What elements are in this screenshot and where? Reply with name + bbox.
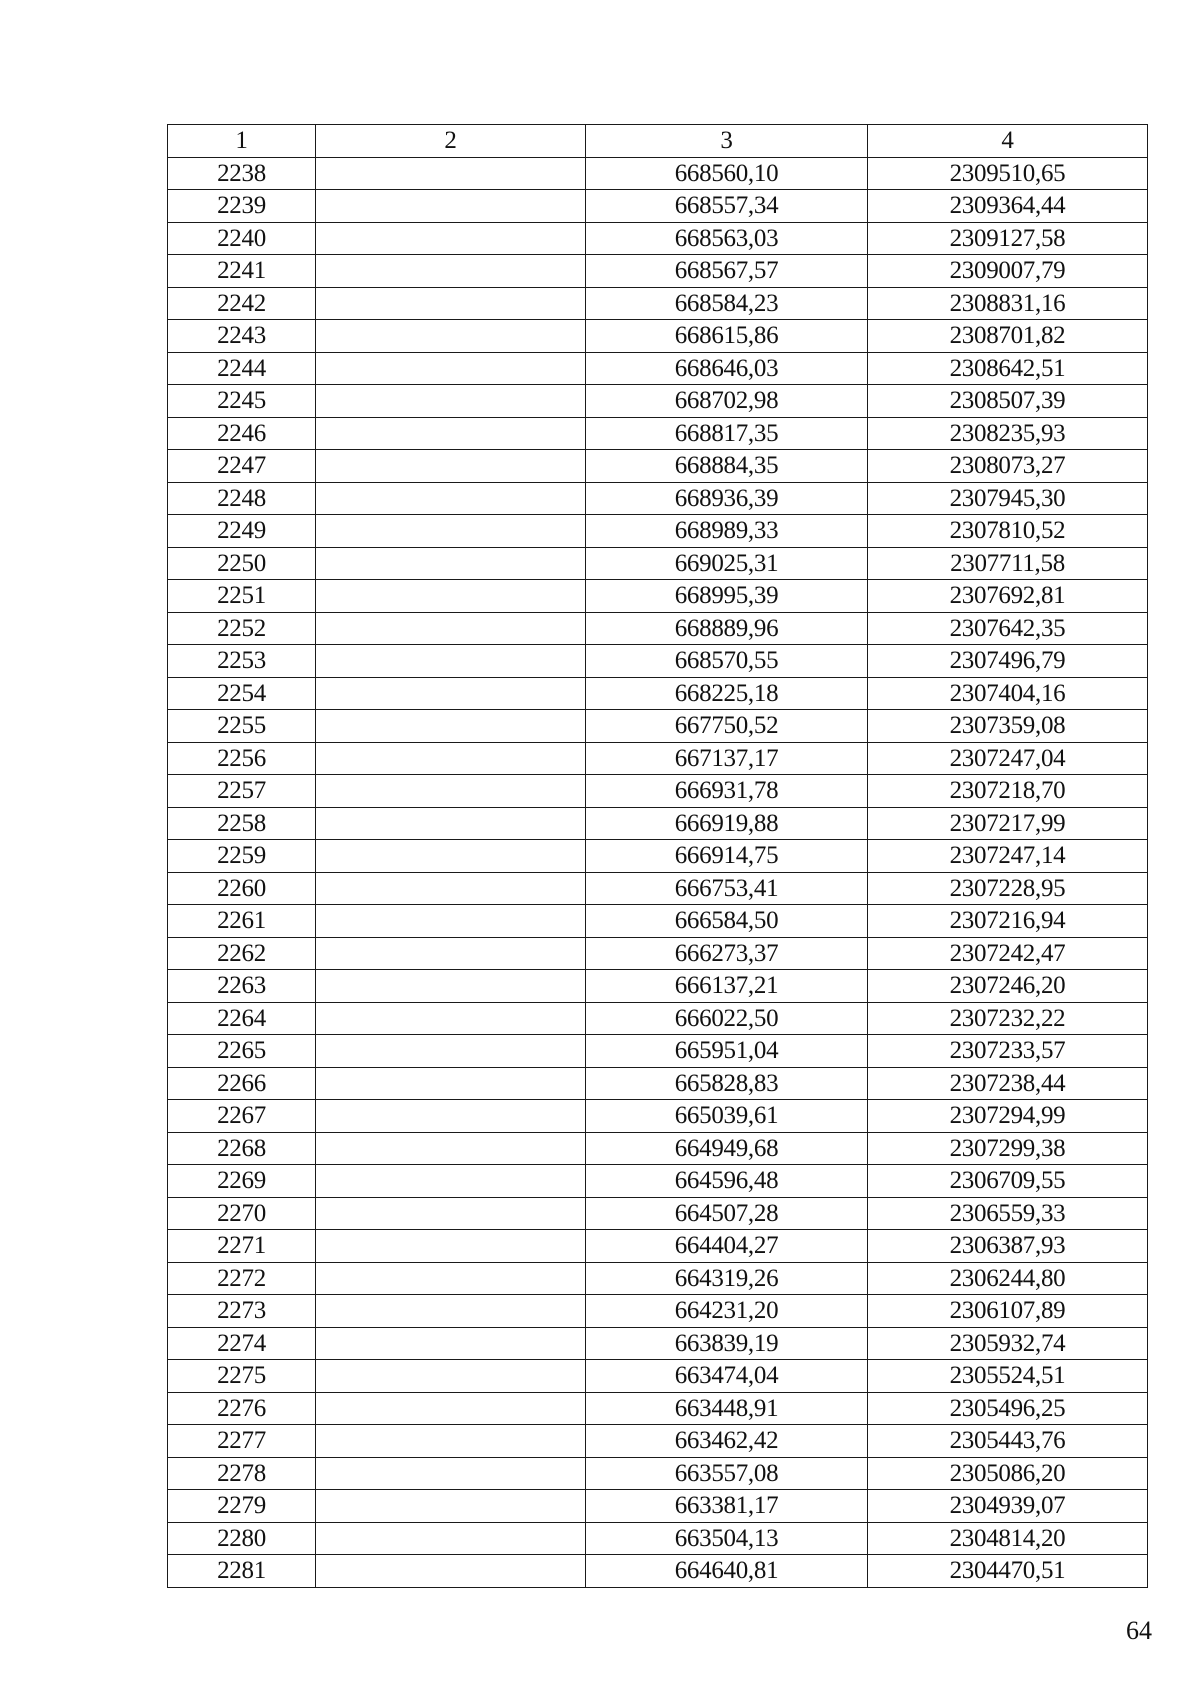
point-number-cell: 2245 bbox=[168, 385, 316, 418]
point-number-cell: 2246 bbox=[168, 417, 316, 450]
x-coordinate-cell: 668646,03 bbox=[586, 352, 868, 385]
y-coordinate-cell: 2305496,25 bbox=[868, 1392, 1148, 1425]
point-number-cell: 2280 bbox=[168, 1522, 316, 1555]
point-number-cell: 2271 bbox=[168, 1230, 316, 1263]
empty-cell bbox=[316, 1262, 586, 1295]
y-coordinate-cell: 2307810,52 bbox=[868, 515, 1148, 548]
x-coordinate-cell: 668995,39 bbox=[586, 580, 868, 613]
page-number: 64 bbox=[1126, 1616, 1152, 1645]
y-coordinate-cell: 2307216,94 bbox=[868, 905, 1148, 938]
x-coordinate-cell: 668989,33 bbox=[586, 515, 868, 548]
empty-cell bbox=[316, 1392, 586, 1425]
y-coordinate-cell: 2307247,14 bbox=[868, 840, 1148, 873]
x-coordinate-cell: 663504,13 bbox=[586, 1522, 868, 1555]
y-coordinate-cell: 2306387,93 bbox=[868, 1230, 1148, 1263]
header-col-3: 3 bbox=[586, 125, 868, 158]
x-coordinate-cell: 664319,26 bbox=[586, 1262, 868, 1295]
y-coordinate-cell: 2308507,39 bbox=[868, 385, 1148, 418]
table-row bbox=[168, 1035, 1148, 1068]
table-row bbox=[168, 970, 1148, 1003]
y-coordinate-cell: 2308642,51 bbox=[868, 352, 1148, 385]
y-coordinate-cell: 2307711,58 bbox=[868, 547, 1148, 580]
y-coordinate-cell: 2307404,16 bbox=[868, 677, 1148, 710]
x-coordinate-cell: 668702,98 bbox=[586, 385, 868, 418]
empty-cell bbox=[316, 1100, 586, 1133]
y-coordinate-cell: 2305524,51 bbox=[868, 1360, 1148, 1393]
point-number-cell: 2249 bbox=[168, 515, 316, 548]
table-row bbox=[168, 255, 1148, 288]
y-coordinate-cell: 2307247,04 bbox=[868, 742, 1148, 775]
table-row bbox=[168, 1392, 1148, 1425]
table-row bbox=[168, 1262, 1148, 1295]
y-coordinate-cell: 2308073,27 bbox=[868, 450, 1148, 483]
point-number-cell: 2274 bbox=[168, 1327, 316, 1360]
y-coordinate-cell: 2304939,07 bbox=[868, 1490, 1148, 1523]
empty-cell bbox=[316, 710, 586, 743]
x-coordinate-cell: 668560,10 bbox=[586, 157, 868, 190]
empty-cell bbox=[316, 1295, 586, 1328]
y-coordinate-cell: 2304814,20 bbox=[868, 1522, 1148, 1555]
empty-cell bbox=[316, 157, 586, 190]
table-row bbox=[168, 287, 1148, 320]
empty-cell bbox=[316, 905, 586, 938]
point-number-cell: 2279 bbox=[168, 1490, 316, 1523]
point-number-cell: 2263 bbox=[168, 970, 316, 1003]
point-number-cell: 2253 bbox=[168, 645, 316, 678]
point-number-cell: 2254 bbox=[168, 677, 316, 710]
table-row bbox=[168, 1522, 1148, 1555]
table-row bbox=[168, 612, 1148, 645]
table-row bbox=[168, 807, 1148, 840]
y-coordinate-cell: 2307233,57 bbox=[868, 1035, 1148, 1068]
empty-cell bbox=[316, 645, 586, 678]
y-coordinate-cell: 2307945,30 bbox=[868, 482, 1148, 515]
empty-cell bbox=[316, 937, 586, 970]
empty-cell bbox=[316, 320, 586, 353]
header-col-4: 4 bbox=[868, 125, 1148, 158]
empty-cell bbox=[316, 840, 586, 873]
point-number-cell: 2241 bbox=[168, 255, 316, 288]
empty-cell bbox=[316, 970, 586, 1003]
y-coordinate-cell: 2307294,99 bbox=[868, 1100, 1148, 1133]
empty-cell bbox=[316, 1067, 586, 1100]
table-row bbox=[168, 1457, 1148, 1490]
x-coordinate-cell: 666584,50 bbox=[586, 905, 868, 938]
table-row bbox=[168, 937, 1148, 970]
table-row bbox=[168, 417, 1148, 450]
x-coordinate-cell: 668225,18 bbox=[586, 677, 868, 710]
empty-cell bbox=[316, 385, 586, 418]
table-row bbox=[168, 1132, 1148, 1165]
x-coordinate-cell: 668584,23 bbox=[586, 287, 868, 320]
table-row bbox=[168, 645, 1148, 678]
point-number-cell: 2250 bbox=[168, 547, 316, 580]
x-coordinate-cell: 663474,04 bbox=[586, 1360, 868, 1393]
y-coordinate-cell: 2306559,33 bbox=[868, 1197, 1148, 1230]
x-coordinate-cell: 664404,27 bbox=[586, 1230, 868, 1263]
y-coordinate-cell: 2305086,20 bbox=[868, 1457, 1148, 1490]
x-coordinate-cell: 668889,96 bbox=[586, 612, 868, 645]
empty-cell bbox=[316, 1165, 586, 1198]
table-row bbox=[168, 840, 1148, 873]
table-row bbox=[168, 1295, 1148, 1328]
point-number-cell: 2267 bbox=[168, 1100, 316, 1133]
y-coordinate-cell: 2307359,08 bbox=[868, 710, 1148, 743]
y-coordinate-cell: 2309127,58 bbox=[868, 222, 1148, 255]
table-row bbox=[168, 1002, 1148, 1035]
point-number-cell: 2256 bbox=[168, 742, 316, 775]
x-coordinate-cell: 666919,88 bbox=[586, 807, 868, 840]
x-coordinate-cell: 664231,20 bbox=[586, 1295, 868, 1328]
x-coordinate-cell: 668884,35 bbox=[586, 450, 868, 483]
point-number-cell: 2273 bbox=[168, 1295, 316, 1328]
y-coordinate-cell: 2309510,65 bbox=[868, 157, 1148, 190]
point-number-cell: 2239 bbox=[168, 190, 316, 223]
x-coordinate-cell: 665039,61 bbox=[586, 1100, 868, 1133]
y-coordinate-cell: 2307246,20 bbox=[868, 970, 1148, 1003]
empty-cell bbox=[316, 1035, 586, 1068]
point-number-cell: 2259 bbox=[168, 840, 316, 873]
x-coordinate-cell: 666022,50 bbox=[586, 1002, 868, 1035]
empty-cell bbox=[316, 515, 586, 548]
point-number-cell: 2262 bbox=[168, 937, 316, 970]
point-number-cell: 2270 bbox=[168, 1197, 316, 1230]
point-number-cell: 2247 bbox=[168, 450, 316, 483]
point-number-cell: 2264 bbox=[168, 1002, 316, 1035]
empty-cell bbox=[316, 612, 586, 645]
y-coordinate-cell: 2305443,76 bbox=[868, 1425, 1148, 1458]
point-number-cell: 2242 bbox=[168, 287, 316, 320]
table-row bbox=[168, 1490, 1148, 1523]
table-header bbox=[168, 125, 1148, 158]
x-coordinate-cell: 663448,91 bbox=[586, 1392, 868, 1425]
empty-cell bbox=[316, 1327, 586, 1360]
empty-cell bbox=[316, 1197, 586, 1230]
y-coordinate-cell: 2307238,44 bbox=[868, 1067, 1148, 1100]
table-row bbox=[168, 352, 1148, 385]
x-coordinate-cell: 663557,08 bbox=[586, 1457, 868, 1490]
y-coordinate-cell: 2307692,81 bbox=[868, 580, 1148, 613]
table-row bbox=[168, 1100, 1148, 1133]
x-coordinate-cell: 666914,75 bbox=[586, 840, 868, 873]
point-number-cell: 2278 bbox=[168, 1457, 316, 1490]
point-number-cell: 2261 bbox=[168, 905, 316, 938]
x-coordinate-cell: 663381,17 bbox=[586, 1490, 868, 1523]
empty-cell bbox=[316, 807, 586, 840]
header-row bbox=[168, 125, 1148, 158]
y-coordinate-cell: 2306107,89 bbox=[868, 1295, 1148, 1328]
table-row bbox=[168, 1555, 1148, 1588]
x-coordinate-cell: 664949,68 bbox=[586, 1132, 868, 1165]
empty-cell bbox=[316, 1230, 586, 1263]
header-col-1: 1 bbox=[168, 125, 316, 158]
table-row bbox=[168, 775, 1148, 808]
point-number-cell: 2268 bbox=[168, 1132, 316, 1165]
y-coordinate-cell: 2309364,44 bbox=[868, 190, 1148, 223]
table-row bbox=[168, 1197, 1148, 1230]
empty-cell bbox=[316, 872, 586, 905]
table-row bbox=[168, 482, 1148, 515]
empty-cell bbox=[316, 1360, 586, 1393]
table-row bbox=[168, 580, 1148, 613]
x-coordinate-cell: 668557,34 bbox=[586, 190, 868, 223]
y-coordinate-cell: 2308235,93 bbox=[868, 417, 1148, 450]
x-coordinate-cell: 664596,48 bbox=[586, 1165, 868, 1198]
empty-cell bbox=[316, 775, 586, 808]
y-coordinate-cell: 2307217,99 bbox=[868, 807, 1148, 840]
table-row bbox=[168, 222, 1148, 255]
table-row bbox=[168, 515, 1148, 548]
x-coordinate-cell: 667137,17 bbox=[586, 742, 868, 775]
x-coordinate-cell: 666931,78 bbox=[586, 775, 868, 808]
x-coordinate-cell: 668817,35 bbox=[586, 417, 868, 450]
point-number-cell: 2248 bbox=[168, 482, 316, 515]
y-coordinate-cell: 2307242,47 bbox=[868, 937, 1148, 970]
empty-cell bbox=[316, 1002, 586, 1035]
table-row bbox=[168, 905, 1148, 938]
table-row bbox=[168, 190, 1148, 223]
x-coordinate-cell: 663462,42 bbox=[586, 1425, 868, 1458]
y-coordinate-cell: 2306244,80 bbox=[868, 1262, 1148, 1295]
table-row bbox=[168, 1327, 1148, 1360]
empty-cell bbox=[316, 222, 586, 255]
y-coordinate-cell: 2307218,70 bbox=[868, 775, 1148, 808]
y-coordinate-cell: 2306709,55 bbox=[868, 1165, 1148, 1198]
point-number-cell: 2276 bbox=[168, 1392, 316, 1425]
empty-cell bbox=[316, 352, 586, 385]
table-row bbox=[168, 872, 1148, 905]
x-coordinate-cell: 663839,19 bbox=[586, 1327, 868, 1360]
table-row bbox=[168, 320, 1148, 353]
empty-cell bbox=[316, 1457, 586, 1490]
y-coordinate-cell: 2309007,79 bbox=[868, 255, 1148, 288]
table-row bbox=[168, 450, 1148, 483]
y-coordinate-cell: 2307642,35 bbox=[868, 612, 1148, 645]
empty-cell bbox=[316, 287, 586, 320]
point-number-cell: 2257 bbox=[168, 775, 316, 808]
x-coordinate-cell: 668570,55 bbox=[586, 645, 868, 678]
empty-cell bbox=[316, 742, 586, 775]
empty-cell bbox=[316, 482, 586, 515]
x-coordinate-cell: 668567,57 bbox=[586, 255, 868, 288]
point-number-cell: 2277 bbox=[168, 1425, 316, 1458]
point-number-cell: 2252 bbox=[168, 612, 316, 645]
empty-cell bbox=[316, 1132, 586, 1165]
y-coordinate-cell: 2305932,74 bbox=[868, 1327, 1148, 1360]
x-coordinate-cell: 664507,28 bbox=[586, 1197, 868, 1230]
empty-cell bbox=[316, 190, 586, 223]
x-coordinate-cell: 668936,39 bbox=[586, 482, 868, 515]
point-number-cell: 2269 bbox=[168, 1165, 316, 1198]
point-number-cell: 2255 bbox=[168, 710, 316, 743]
point-number-cell: 2265 bbox=[168, 1035, 316, 1068]
y-coordinate-cell: 2307496,79 bbox=[868, 645, 1148, 678]
table-row bbox=[168, 1360, 1148, 1393]
x-coordinate-cell: 668563,03 bbox=[586, 222, 868, 255]
empty-cell bbox=[316, 450, 586, 483]
point-number-cell: 2251 bbox=[168, 580, 316, 613]
empty-cell bbox=[316, 547, 586, 580]
header-col-2: 2 bbox=[316, 125, 586, 158]
table-row bbox=[168, 742, 1148, 775]
empty-cell bbox=[316, 255, 586, 288]
point-number-cell: 2244 bbox=[168, 352, 316, 385]
x-coordinate-cell: 666753,41 bbox=[586, 872, 868, 905]
point-number-cell: 2272 bbox=[168, 1262, 316, 1295]
point-number-cell: 2258 bbox=[168, 807, 316, 840]
y-coordinate-cell: 2308701,82 bbox=[868, 320, 1148, 353]
x-coordinate-cell: 666273,37 bbox=[586, 937, 868, 970]
x-coordinate-cell: 665828,83 bbox=[586, 1067, 868, 1100]
empty-cell bbox=[316, 417, 586, 450]
x-coordinate-cell: 669025,31 bbox=[586, 547, 868, 580]
empty-cell bbox=[316, 1555, 586, 1588]
point-number-cell: 2243 bbox=[168, 320, 316, 353]
table-row bbox=[168, 385, 1148, 418]
table-row bbox=[168, 1425, 1148, 1458]
empty-cell bbox=[316, 1522, 586, 1555]
x-coordinate-cell: 667750,52 bbox=[586, 710, 868, 743]
empty-cell bbox=[316, 580, 586, 613]
table-row bbox=[168, 710, 1148, 743]
table-row bbox=[168, 157, 1148, 190]
x-coordinate-cell: 668615,86 bbox=[586, 320, 868, 353]
empty-cell bbox=[316, 1425, 586, 1458]
point-number-cell: 2260 bbox=[168, 872, 316, 905]
y-coordinate-cell: 2308831,16 bbox=[868, 287, 1148, 320]
y-coordinate-cell: 2307228,95 bbox=[868, 872, 1148, 905]
y-coordinate-cell: 2304470,51 bbox=[868, 1555, 1148, 1588]
point-number-cell: 2240 bbox=[168, 222, 316, 255]
table-row bbox=[168, 1067, 1148, 1100]
x-coordinate-cell: 666137,21 bbox=[586, 970, 868, 1003]
point-number-cell: 2275 bbox=[168, 1360, 316, 1393]
point-number-cell: 2281 bbox=[168, 1555, 316, 1588]
x-coordinate-cell: 664640,81 bbox=[586, 1555, 868, 1588]
point-number-cell: 2266 bbox=[168, 1067, 316, 1100]
table-row bbox=[168, 547, 1148, 580]
table-row bbox=[168, 677, 1148, 710]
coordinates-table bbox=[167, 124, 1148, 1588]
table-body bbox=[168, 157, 1148, 1587]
y-coordinate-cell: 2307232,22 bbox=[868, 1002, 1148, 1035]
point-number-cell: 2238 bbox=[168, 157, 316, 190]
empty-cell bbox=[316, 677, 586, 710]
table-row bbox=[168, 1230, 1148, 1263]
y-coordinate-cell: 2307299,38 bbox=[868, 1132, 1148, 1165]
empty-cell bbox=[316, 1490, 586, 1523]
table-row bbox=[168, 1165, 1148, 1198]
x-coordinate-cell: 665951,04 bbox=[586, 1035, 868, 1068]
